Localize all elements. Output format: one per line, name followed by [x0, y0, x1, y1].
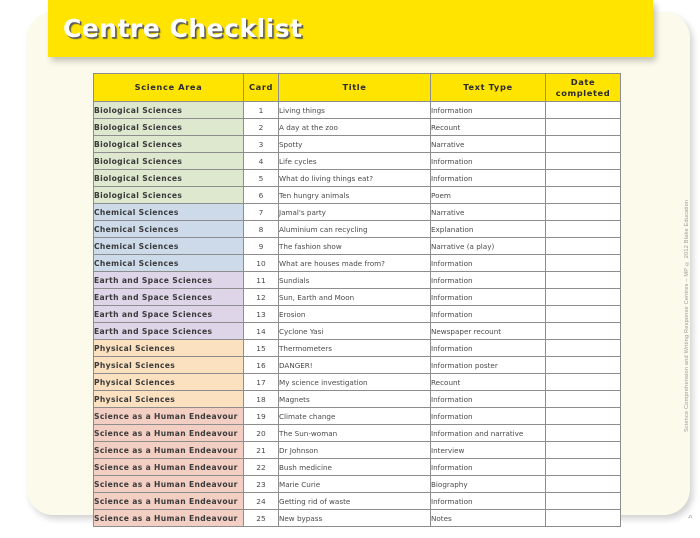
cell-text-type: Information — [431, 153, 546, 170]
cell-date-completed[interactable] — [546, 476, 621, 493]
cell-title: Erosion — [279, 306, 431, 323]
cell-text-type: Information — [431, 306, 546, 323]
cell-science-area: Physical Sciences — [94, 391, 244, 408]
cell-card-number: 8 — [244, 221, 279, 238]
table-row — [94, 493, 621, 510]
cell-card-number: 22 — [244, 459, 279, 476]
cell-title: Sundials — [279, 272, 431, 289]
cell-science-area: Chemical Sciences — [94, 221, 244, 238]
cell-text-type: Information — [431, 170, 546, 187]
checklist-table — [93, 73, 621, 527]
column-header-text-type: Text Type — [431, 74, 546, 102]
cell-science-area: Biological Sciences — [94, 187, 244, 204]
cell-date-completed[interactable] — [546, 306, 621, 323]
cell-card-number: 19 — [244, 408, 279, 425]
title-banner — [48, 0, 653, 57]
cell-card-number: 21 — [244, 442, 279, 459]
cell-text-type: Narrative (a play) — [431, 238, 546, 255]
cell-title: Marie Curie — [279, 476, 431, 493]
cell-card-number: 7 — [244, 204, 279, 221]
cell-science-area: Biological Sciences — [94, 119, 244, 136]
cell-title: Getting rid of waste — [279, 493, 431, 510]
cell-text-type: Information — [431, 102, 546, 119]
cell-text-type: Information — [431, 255, 546, 272]
cell-date-completed[interactable] — [546, 493, 621, 510]
cell-title: Thermometers — [279, 340, 431, 357]
cell-title: Dr Johnson — [279, 442, 431, 459]
page-title: Centre Checklist — [63, 14, 303, 43]
cell-science-area: Biological Sciences — [94, 170, 244, 187]
cell-date-completed[interactable] — [546, 204, 621, 221]
cell-date-completed[interactable] — [546, 340, 621, 357]
table-row — [94, 340, 621, 357]
cell-date-completed[interactable] — [546, 221, 621, 238]
cell-science-area: Physical Sciences — [94, 374, 244, 391]
cell-date-completed[interactable] — [546, 289, 621, 306]
cell-text-type: Information — [431, 459, 546, 476]
table-row — [94, 391, 621, 408]
table-row — [94, 442, 621, 459]
cell-card-number: 1 — [244, 102, 279, 119]
cell-title: My science investigation — [279, 374, 431, 391]
cell-science-area: Chemical Sciences — [94, 238, 244, 255]
cell-title: The fashion show — [279, 238, 431, 255]
cell-science-area: Science as a Human Endeavour — [94, 476, 244, 493]
cell-title: Life cycles — [279, 153, 431, 170]
column-header-card: Card — [244, 74, 279, 102]
table-row — [94, 425, 621, 442]
table-row — [94, 119, 621, 136]
cell-text-type: Information and narrative — [431, 425, 546, 442]
cell-card-number: 13 — [244, 306, 279, 323]
table-row — [94, 170, 621, 187]
cell-card-number: 2 — [244, 119, 279, 136]
cell-science-area: Science as a Human Endeavour — [94, 459, 244, 476]
cell-card-number: 6 — [244, 187, 279, 204]
cell-card-number: 16 — [244, 357, 279, 374]
cell-science-area: Earth and Space Sciences — [94, 306, 244, 323]
cell-science-area: Biological Sciences — [94, 136, 244, 153]
table-row — [94, 221, 621, 238]
cell-title: Magnets — [279, 391, 431, 408]
cell-title: DANGER! — [279, 357, 431, 374]
cell-date-completed[interactable] — [546, 102, 621, 119]
cell-title: New bypass — [279, 510, 431, 527]
cell-science-area: Earth and Space Sciences — [94, 323, 244, 340]
cell-text-type: Information poster — [431, 357, 546, 374]
table-body — [94, 102, 621, 527]
cell-card-number: 25 — [244, 510, 279, 527]
cell-card-number: 15 — [244, 340, 279, 357]
table-row — [94, 374, 621, 391]
table-row — [94, 238, 621, 255]
cell-card-number: 23 — [244, 476, 279, 493]
cell-text-type: Newspaper recount — [431, 323, 546, 340]
cell-date-completed[interactable] — [546, 153, 621, 170]
table-row — [94, 255, 621, 272]
cell-text-type: Notes — [431, 510, 546, 527]
cell-date-completed[interactable] — [546, 442, 621, 459]
table-row — [94, 459, 621, 476]
cell-card-number: 10 — [244, 255, 279, 272]
cell-title: Living things — [279, 102, 431, 119]
table-row — [94, 357, 621, 374]
cell-science-area: Science as a Human Endeavour — [94, 510, 244, 527]
cell-card-number: 20 — [244, 425, 279, 442]
cell-date-completed[interactable] — [546, 170, 621, 187]
table-header — [94, 74, 621, 102]
table-row — [94, 102, 621, 119]
cell-science-area: Earth and Space Sciences — [94, 289, 244, 306]
table-row — [94, 187, 621, 204]
cell-date-completed[interactable] — [546, 357, 621, 374]
cell-text-type: Interview — [431, 442, 546, 459]
cell-date-completed[interactable] — [546, 459, 621, 476]
cell-text-type: Recount — [431, 374, 546, 391]
cell-date-completed[interactable] — [546, 136, 621, 153]
cell-science-area: Chemical Sciences — [94, 204, 244, 221]
cell-text-type: Information — [431, 408, 546, 425]
cell-science-area: Physical Sciences — [94, 340, 244, 357]
cell-card-number: 14 — [244, 323, 279, 340]
column-header-date-completed: Date completed — [546, 74, 621, 102]
table-row — [94, 323, 621, 340]
cell-science-area: Earth and Space Sciences — [94, 272, 244, 289]
cell-date-completed[interactable] — [546, 391, 621, 408]
cell-card-number: 4 — [244, 153, 279, 170]
cell-card-number: 3 — [244, 136, 279, 153]
cell-date-completed[interactable] — [546, 272, 621, 289]
cell-title: The Sun-woman — [279, 425, 431, 442]
cell-title: Cyclone Yasi — [279, 323, 431, 340]
page-number: 5 — [688, 514, 694, 518]
cell-date-completed[interactable] — [546, 255, 621, 272]
cell-title: Ten hungry animals — [279, 187, 431, 204]
cell-title: What do living things eat? — [279, 170, 431, 187]
cell-text-type: Information — [431, 391, 546, 408]
column-header-science-area: Science Area — [94, 74, 244, 102]
table-row — [94, 510, 621, 527]
table-row — [94, 136, 621, 153]
cell-date-completed[interactable] — [546, 425, 621, 442]
table-row — [94, 306, 621, 323]
cell-date-completed[interactable] — [546, 119, 621, 136]
cell-title: Spotty — [279, 136, 431, 153]
table-row — [94, 289, 621, 306]
cell-card-number: 24 — [244, 493, 279, 510]
cell-date-completed[interactable] — [546, 510, 621, 527]
cell-title: Aluminium can recycling — [279, 221, 431, 238]
table-row — [94, 272, 621, 289]
cell-date-completed[interactable] — [546, 408, 621, 425]
cell-text-type: Recount — [431, 119, 546, 136]
cell-science-area: Chemical Sciences — [94, 255, 244, 272]
cell-card-number: 11 — [244, 272, 279, 289]
cell-card-number: 9 — [244, 238, 279, 255]
cell-text-type: Explanation — [431, 221, 546, 238]
cell-date-completed[interactable] — [546, 187, 621, 204]
cell-title: What are houses made from? — [279, 255, 431, 272]
cell-card-number: 5 — [244, 170, 279, 187]
cell-text-type: Poem — [431, 187, 546, 204]
cell-date-completed[interactable] — [546, 374, 621, 391]
cell-card-number: 17 — [244, 374, 279, 391]
table-row — [94, 153, 621, 170]
cell-title: A day at the zoo — [279, 119, 431, 136]
cell-text-type: Information — [431, 272, 546, 289]
table-header-row — [94, 74, 621, 102]
cell-text-type: Narrative — [431, 136, 546, 153]
cell-science-area: Biological Sciences — [94, 153, 244, 170]
cell-text-type: Narrative — [431, 204, 546, 221]
cell-science-area: Science as a Human Endeavour — [94, 493, 244, 510]
cell-science-area: Biological Sciences — [94, 102, 244, 119]
cell-title: Jamal's party — [279, 204, 431, 221]
cell-title: Climate change — [279, 408, 431, 425]
cell-text-type: Information — [431, 493, 546, 510]
cell-date-completed[interactable] — [546, 238, 621, 255]
cell-text-type: Information — [431, 289, 546, 306]
cell-card-number: 18 — [244, 391, 279, 408]
cell-date-completed[interactable] — [546, 323, 621, 340]
publisher-credit: Science Comprehension and Writing Response Centres – MP © 2012 Blake Education — [684, 199, 690, 432]
cell-text-type: Biography — [431, 476, 546, 493]
cell-science-area: Science as a Human Endeavour — [94, 408, 244, 425]
cell-title: Bush medicine — [279, 459, 431, 476]
column-header-title: Title — [279, 74, 431, 102]
cell-science-area: Science as a Human Endeavour — [94, 425, 244, 442]
cell-text-type: Information — [431, 340, 546, 357]
cell-science-area: Physical Sciences — [94, 357, 244, 374]
table-row — [94, 476, 621, 493]
table-row — [94, 204, 621, 221]
cell-title: Sun, Earth and Moon — [279, 289, 431, 306]
cell-science-area: Science as a Human Endeavour — [94, 442, 244, 459]
table-row — [94, 408, 621, 425]
cell-card-number: 12 — [244, 289, 279, 306]
